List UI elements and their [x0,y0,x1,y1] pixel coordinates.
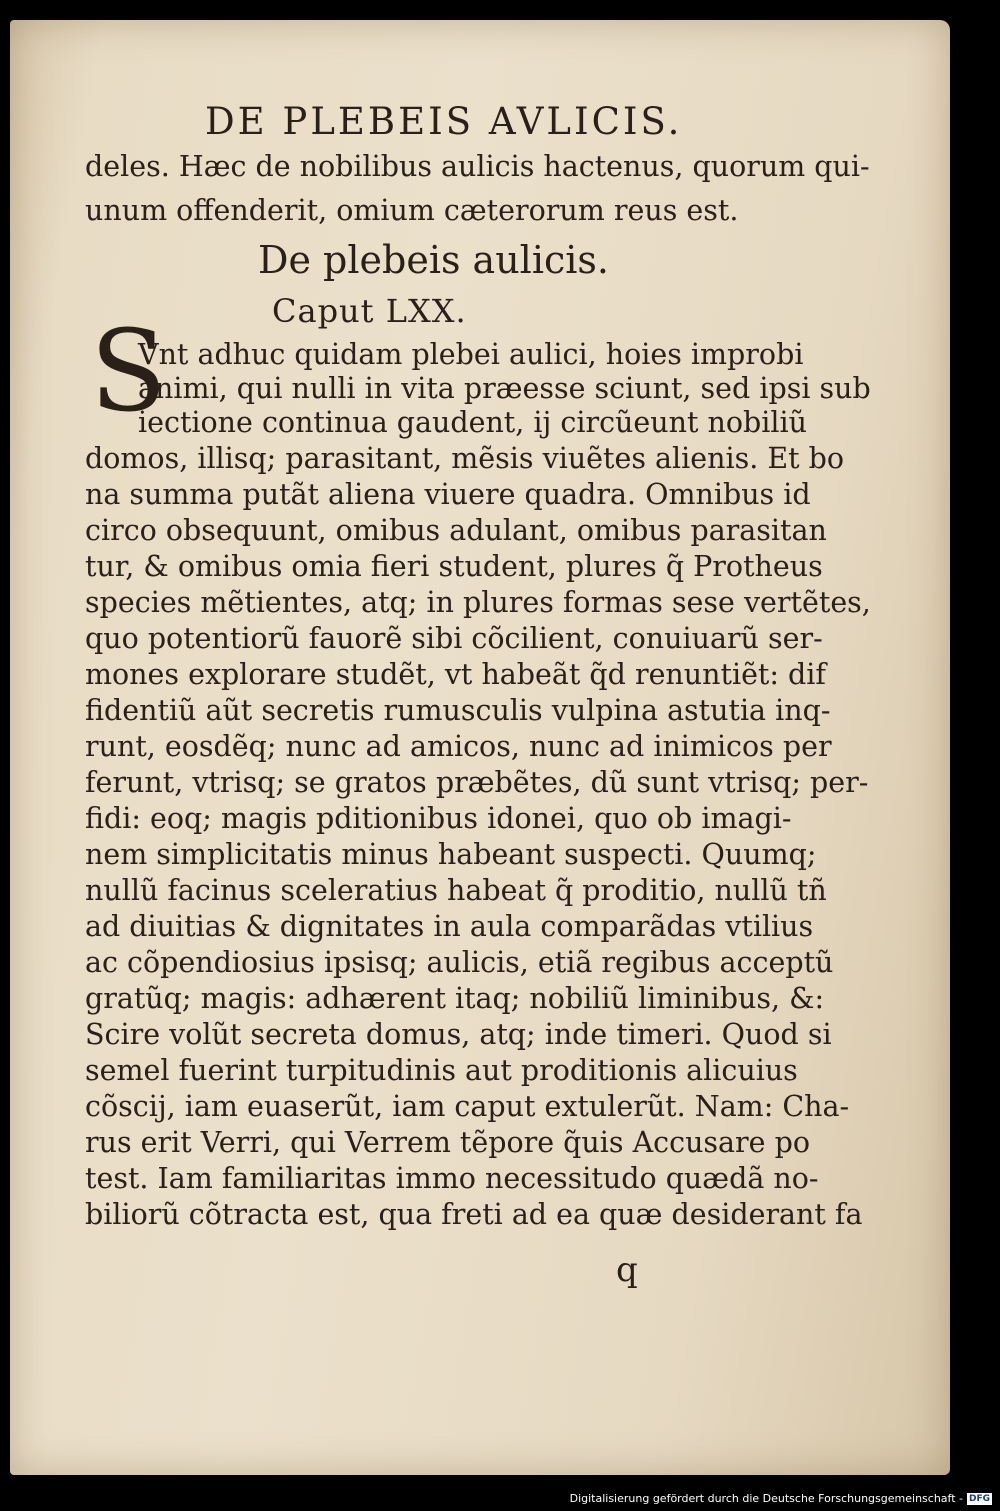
body-line: Vnt adhuc quidam plebei aulici, hoies improbi [138,338,804,371]
text-line: deles. Hæc de nobilibus aulicis hactenus, quorum qui- [85,150,870,183]
body-line: domos, illisq; parasitant, mẽsis viuẽtes alienis. Et bo [85,442,845,475]
body-line: nullũ facinus sceleratius habeat q̃ proditio, nullũ tñ [85,874,827,907]
body-line: fidentiũ aũt secretis rumusculis vulpina astutia inq- [85,694,831,727]
dfg-logo: DFG [968,1493,990,1504]
body-line: ferunt, vtrisq; se gratos præbẽtes, dũ sunt vtrisq; per- [85,766,869,799]
digitization-credit [570,1492,992,1505]
body-line: circo obsequunt, omibus adulant, omibus parasitan [85,514,827,547]
body-line: biliorũ cõtracta est, qua freti ad ea quæ desiderant fa [85,1198,863,1231]
body-line: nem simplicitatis minus habeant suspecti. Quumq; [85,838,817,871]
body-line: rus erit Verri, qui Verrem tẽpore q̃uis Accusare po [85,1126,810,1159]
body-line: mones explorare studẽt, vt habeãt q̃d renuntiẽt: dif [85,658,826,691]
signature-mark: q [616,1250,638,1290]
body-line: semel fuerint turpitudinis aut proditionis alicuius [85,1054,798,1087]
body-line: animi, qui nulli in vita præesse sciunt, sed ipsi sub [138,372,871,405]
body-line: iectione continua gaudent, ij circũeunt nobiliũ [138,406,807,439]
body-line: ad diuitias & dignitates in aula comparãdas vtilius [85,910,814,943]
body-line: test. Iam familiaritas immo necessitudo quædã no- [85,1162,819,1195]
body-line: tur, & omibus omia fieri student, plures q̃ Protheus [85,550,823,583]
body-line: cõscij, iam euaserũt, iam caput extulerũt. Nam: Cha- [85,1090,850,1123]
book-page [10,20,950,1475]
body-line: Scire volũt secreta domus, atq; inde timeri. Quod si [85,1018,832,1051]
credit-text: Digitalisierung gefördert durch die Deutsche Forschungsgemeinschaft - [569,1492,963,1505]
body-line: fidi: eoq; magis pditionibus idonei, quo ob imagi- [85,802,792,835]
body-line: species mẽtientes, atq; in plures formas sese vertẽtes, [85,586,871,619]
running-head: DE PLEBEIS AVLICIS. [205,100,683,143]
body-line: gratũq; magis: adhærent itaq; nobiliũ liminibus, &: [85,982,825,1015]
body-line: runt, eosdẽq; nunc ad amicos, nunc ad inimicos per [85,730,832,763]
text-line: unum offenderit, omium cæterorum reus est. [85,194,739,227]
body-line: na summa putãt aliena viuere quadra. Omnibus id [85,478,811,511]
chapter-number: Caput LXX. [272,292,467,330]
body-line: ac cõpendiosius ipsisq; aulicis, etiã regibus acceptũ [85,946,834,979]
drop-cap: S [90,307,167,437]
body-line: quo potentiorũ fauorẽ sibi cõcilient, conuiuarũ ser- [85,622,823,655]
section-heading: De plebeis aulicis. [258,238,609,282]
